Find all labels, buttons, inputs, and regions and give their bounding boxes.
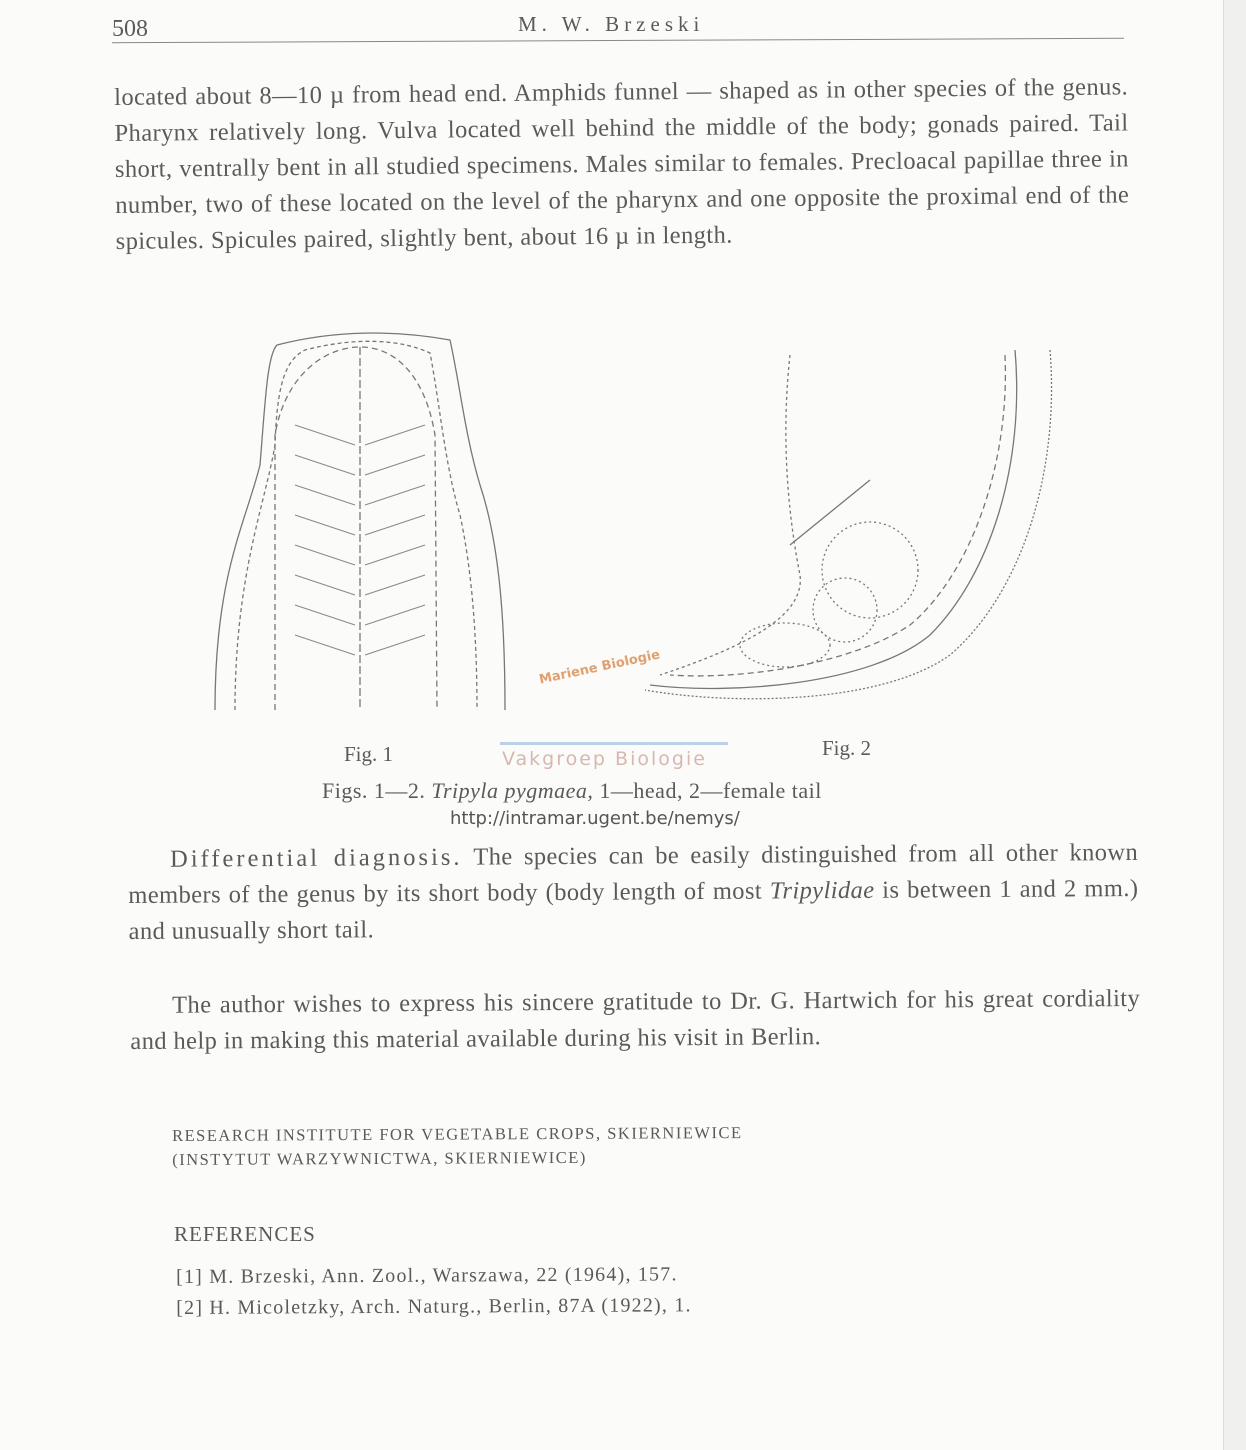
references-list [176,1259,692,1324]
caption-species: Tripyla pygmaea, [431,778,594,803]
paragraph-description: located about 8—10 µ from head end. Amphids funnel — shaped as in other species of the genus. Pharynx relatively long. Vulva located well behind the middle of the body; gonads paired. Tail short, ventrally bent in all studied specimens. Males similar to females. Precloacal papillae three in number, two of these located on the level of the pharynx and one opposite the proximal end of the spicules. Spicules paired, slightly bent, about 16 µ in length. [114,73,1130,255]
references-heading: REFERENCES [174,1222,316,1246]
page-number: 508 [112,16,148,42]
diagnosis-text: The species can be easily distinguished from all other known members of the genus by its short body (body length of most [128,838,1139,909]
diagnosis-text-end: is between 1 and 2 mm.) and unusually short tail. [128,874,1139,945]
reference-item: [2] H. Micoletzky, Arch. Naturg., Berlin, 87A (1922), 1. [176,1294,692,1319]
figure-1-head-drawing [205,325,515,715]
fig-2-label: Fig. 2 [822,736,872,760]
diagnosis-heading: Differential diagnosis. [170,843,463,873]
paragraph-diagnosis [128,835,1139,950]
watermark-url: http://intramar.ugent.be/nemys/ [450,808,740,829]
figure-caption [322,778,822,804]
reference-item: [1] M. Brzeski, Ann. Zool., Warszawa, 22 (1964), 157. [176,1263,678,1288]
watermark-logo-subtitle: Vakgroep Biologie [502,748,707,770]
taxon-name: Tripylidae [769,876,875,905]
figure-2-tail-drawing [630,345,1060,705]
watermark-logo-text: Mariene Biologie [537,647,662,688]
watermark-logo-bar [500,742,728,745]
caption-rest: 1—head, 2—female tail [599,778,822,803]
author-address [172,1121,743,1172]
header-rule [112,38,1124,43]
caption-prefix: Figs. 1—2. [322,778,426,803]
paragraph-acknowledgement: The author wishes to express his sincere gratitude to Dr. G. Hartwich for his great cordiality and help in making this material available during his visit in Berlin. [130,984,1141,1055]
address-line: RESEARCH INSTITUTE FOR VEGETABLE CROPS, SKIERNIEWICE [172,1123,743,1145]
running-title: M. W. Brzeski [518,12,705,36]
address-line: (INSTYTUT WARZYWNICTWA, SKIERNIEWICE) [172,1147,587,1169]
fig-1-label: Fig. 1 [344,742,394,766]
scan-edge [1223,0,1246,1450]
